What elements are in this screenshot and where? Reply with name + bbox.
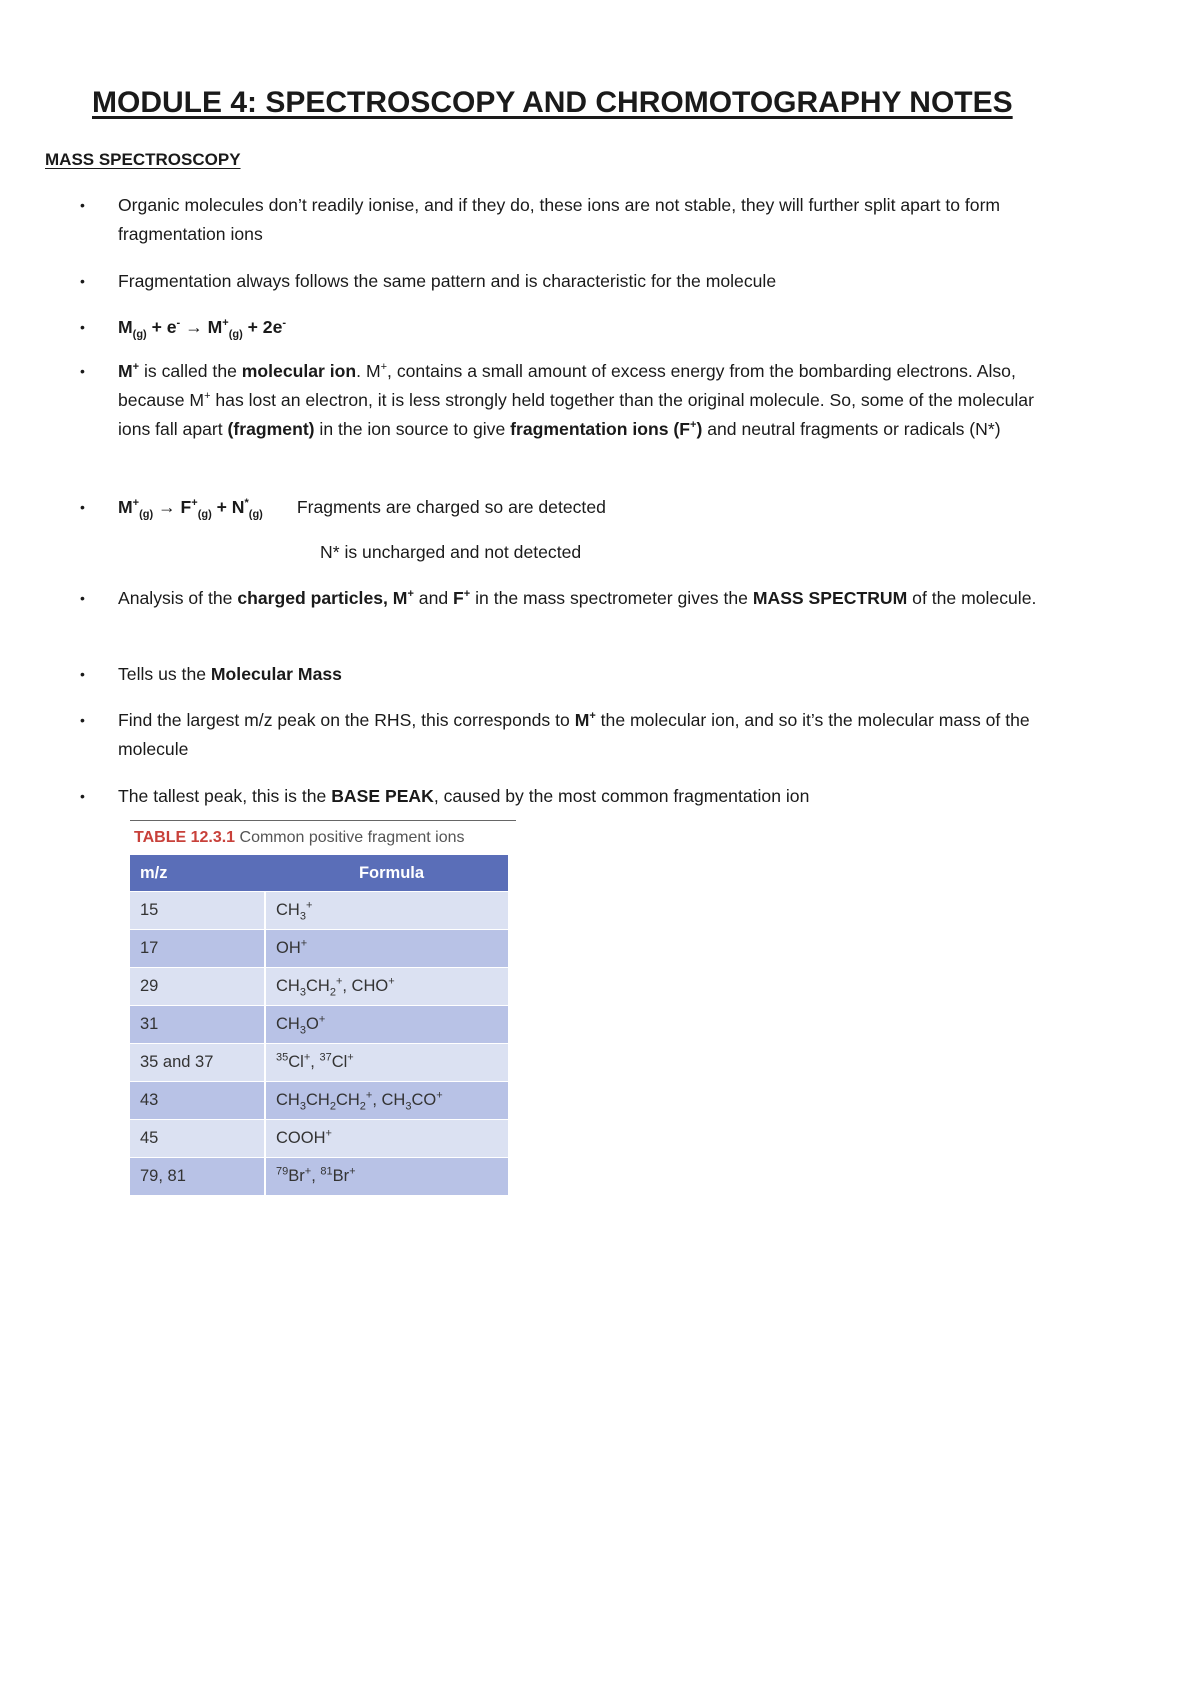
- list-item: [80, 191, 1070, 249]
- bullet-icon: •: [80, 666, 85, 682]
- bullet-icon: •: [80, 788, 85, 804]
- table-cell-mz: 31: [130, 1006, 265, 1044]
- list-item: [80, 357, 1070, 444]
- list-item-text: Analysis of the charged particles, M+ and F+ in the mass spectrometer gives the MASS SPECTRUM of the molecule.: [118, 588, 1037, 608]
- table-cell-formula: $^{35}$Cl+, $^{37}$Cl+: [265, 1044, 508, 1082]
- table-cell-formula: COOH+: [265, 1120, 508, 1158]
- column-header-mz: m/z: [130, 855, 265, 892]
- table-caption: TABLE 12.3.1 Common positive fragment ions: [134, 829, 465, 846]
- table-cell-mz: 17: [130, 930, 265, 968]
- arrow-icon: →: [153, 497, 181, 517]
- list-item-text: Tells us the Molecular Mass: [118, 664, 342, 684]
- equation-note-continued: N* is uncharged and not detected: [320, 542, 582, 562]
- table-row: [130, 1006, 508, 1044]
- table-cell-mz: 45: [130, 1120, 265, 1158]
- bullet-icon: •: [80, 590, 85, 606]
- table-row: [130, 1120, 508, 1158]
- table-row: [130, 1082, 508, 1120]
- table-row: [130, 1044, 508, 1082]
- list-item: [80, 706, 1070, 764]
- list-item: [80, 267, 1070, 296]
- list-item-text: The tallest peak, this is the BASE PEAK, caused by the most common fragmentation ion: [118, 786, 810, 806]
- table-cell-formula: $^{79}$Br+, $^{81}$Br+: [265, 1158, 508, 1196]
- table-cell-mz: 35 and 37: [130, 1044, 265, 1082]
- list-item-text: Organic molecules don’t readily ionise, and if they do, these ions are not stable, they will further split apart to form fragmentation ions: [118, 195, 1001, 244]
- table-cell-formula: $CH_3O^+$: [265, 1006, 508, 1044]
- table-cell-formula: $CH_3CH_2^+$, CHO+: [265, 968, 508, 1006]
- list-item-text: Fragmentation always follows the same pattern and is characteristic for the molecule: [118, 271, 777, 291]
- table-row: [130, 892, 508, 930]
- table-cell-mz: 43: [130, 1082, 265, 1120]
- document-title: MODULE 4: SPECTROSCOPY AND CHROMOTOGRAPHY NOTES: [92, 86, 1013, 119]
- section-heading: MASS SPECTROSCOPY: [45, 150, 241, 169]
- table-body: [130, 892, 508, 1196]
- fragment-ions-table: [130, 855, 508, 1195]
- equation-text: $M_{(g)} + e^- \to M^+_{(g)} + 2e^-$: [118, 317, 287, 341]
- list-item: [80, 584, 1070, 613]
- list-item-text: Find the largest m/z peak on the RHS, this corresponds to M+ the molecular ion, and so it’s the molecular mass of the molecule: [118, 710, 1030, 759]
- bullet-icon: •: [80, 197, 85, 213]
- list-item: [80, 782, 1070, 811]
- fragmentation-equation: [80, 493, 1070, 522]
- table-cell-formula: OH+: [265, 930, 508, 968]
- table-cell-mz: 29: [130, 968, 265, 1006]
- arrow-icon: →: [180, 317, 208, 337]
- bullet-icon: •: [80, 499, 85, 515]
- column-header-formula: Formula: [265, 855, 508, 892]
- table-row: [130, 968, 508, 1006]
- table-row: [130, 930, 508, 968]
- table-cell-formula: $CH_3CH_2CH_2^+$, $CH_3CO^+$: [265, 1082, 508, 1120]
- equation-text: $M^+_{(g)} \to F^+_{(g)} + N^*_{(g)}$ Fragments are charged so are detected: [118, 497, 606, 521]
- bullet-icon: •: [80, 273, 85, 289]
- list-item: [80, 660, 1070, 689]
- bullet-icon: •: [80, 712, 85, 728]
- table-row: [130, 1158, 508, 1196]
- divider: [130, 820, 516, 821]
- table-cell-formula: $CH_3^+$: [265, 892, 508, 930]
- list-item-text: M+ is called the molecular ion. M+, contains a small amount of excess energy from the bombarding electrons. Also, because M+ has lost an electron, it is less strongly held together than the original molecule. So, some of the molecular ions fall apart (fragment) in the ion source to give fragmentation ions (F+) and neutral fragments or radicals (N*): [118, 361, 1034, 439]
- table-header-row: [130, 855, 508, 892]
- bullet-icon: •: [80, 363, 85, 379]
- bullet-icon: •: [80, 319, 85, 335]
- fragment-ions-table-figure: [130, 820, 516, 1195]
- table-cell-mz: 15: [130, 892, 265, 930]
- table-cell-mz: 79, 81: [130, 1158, 265, 1196]
- ionisation-equation: [80, 313, 1070, 342]
- equation-note: Fragments are charged so are detected: [296, 497, 606, 517]
